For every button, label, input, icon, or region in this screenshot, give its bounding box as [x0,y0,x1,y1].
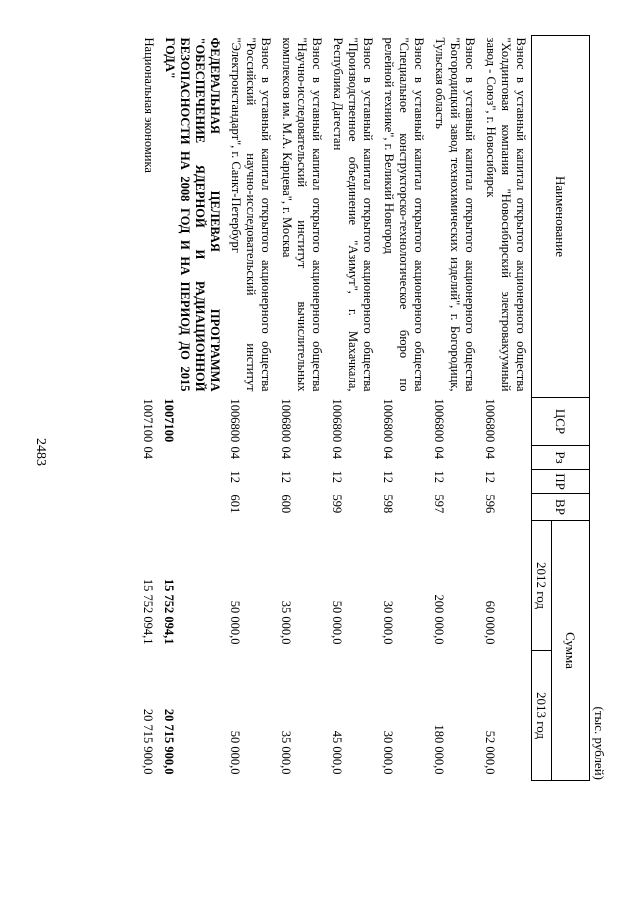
table-row [480,36,532,781]
table-row [276,36,327,781]
cell-name: Взнос в уставный капитал открытого акционерного общества "Производственное объединение "Азимут", г. Махачкала, Республика Дагестан [331,37,375,392]
cell-pr: 12 [432,470,446,483]
cell-name: Взнос в уставный капитал открытого акционерного общества "Научно-исследовательский институт вычислительных комплексов им. М.А. Карцева", г. Москва [280,37,324,392]
cell-name: Национальная экономика [142,37,156,173]
cell-vr: 599 [330,494,344,514]
cell-csr: 1006800 [381,398,395,443]
cell-csr: 1006800 [279,398,293,443]
cell-2013: 180 000,0 [432,724,446,775]
cell-2012: 60 000,0 [483,600,497,645]
cell-vr: 597 [432,494,446,514]
cell-2012: 15 752 094,1 [162,578,176,645]
cell-rz: 04 [381,446,395,459]
cell-rz: 04 [483,446,497,459]
cell-name: Взнос в уставный капитал открытого акционерного общества "Холдинговая компания "Новосибирский электровакуумный завод - Союз", г. Новосибирск [484,37,528,392]
cell-rz [159,446,225,470]
table-row [429,36,480,781]
header-name: Наименование [532,36,590,398]
cell-pr: 12 [228,470,242,483]
cell-pr: 12 [381,470,395,483]
cell-2013: 20 715 900,0 [141,708,155,775]
cell-csr: 1007100 [141,398,155,443]
page-number: 2483 [33,438,48,466]
cell-vr [138,494,159,521]
cell-pr [159,470,225,494]
cell-pr [138,470,159,494]
header-vr: ВР [532,494,590,521]
cell-name: Взнос в уставный капитал открытого акционерного общества "Специальное конструкторско-технологическое бюро по релейной технике", г. Великий Новгород [382,37,426,392]
header-sum: Сумма [552,521,590,781]
cell-vr [159,494,225,521]
cell-name: ФЕДЕРАЛЬНАЯ ЦЕЛЕВАЯ ПРОГРАММА "ОБЕСПЕЧЕНИЕ ЯДЕРНОЙ И РАДИАЦИОННОЙ БЕЗОПАСНОСТИ НА 2008 ГОД И НА ПЕРИОД ДО 2015 ГОДА" [163,37,222,392]
table-body [138,36,532,781]
header-csr: ЦСР [532,398,590,446]
cell-2013: 35 000,0 [279,730,293,775]
header-year-2013: 2013 год [532,651,552,781]
cell-rz: 04 [432,446,446,459]
cell-pr: 12 [279,470,293,483]
cell-2013: 52 000,0 [483,730,497,775]
budget-table [138,35,590,781]
unit-note: (тыс. рублей) [592,706,607,780]
cell-rz: 04 [228,446,242,459]
cell-2012: 15 752 094,1 [141,578,155,645]
cell-rz: 04 [330,446,344,459]
table-row [327,36,378,781]
table-row [138,36,159,781]
cell-csr: 1006800 [432,398,446,443]
cell-csr: 1006800 [483,398,497,443]
cell-pr: 12 [330,470,344,483]
cell-vr: 600 [279,494,293,514]
cell-name: Взнос в уставный капитал открытого акционерного общества "Российский научно-исследовательский институт "Электронстандарт", г. Санкт-Петербург [229,37,273,392]
table-header [532,36,590,781]
header-year-2012: 2012 год [532,521,552,651]
table-row [378,36,429,781]
cell-csr: 1007100 [162,398,176,443]
cell-2012: 30 000,0 [381,600,395,645]
cell-2013: 45 000,0 [330,730,344,775]
cell-csr: 1006800 [330,398,344,443]
header-pr: ПР [532,470,590,494]
table-row [225,36,276,781]
cell-2013: 30 000,0 [381,730,395,775]
cell-2013: 20 715 900,0 [162,708,176,775]
rotated-table-block [117,35,607,780]
cell-2012: 35 000,0 [279,600,293,645]
cell-2012: 200 000,0 [432,594,446,645]
cell-pr: 12 [483,470,497,483]
cell-2012: 50 000,0 [330,600,344,645]
table-row [159,36,225,781]
cell-vr: 596 [483,494,497,514]
cell-rz: 04 [279,446,293,459]
cell-2013: 50 000,0 [228,730,242,775]
cell-csr: 1006800 [228,398,242,443]
cell-rz: 04 [141,446,155,459]
header-rz: Рз [532,446,590,470]
cell-2012: 50 000,0 [228,600,242,645]
cell-vr: 601 [228,494,242,514]
cell-name: Взнос в уставный капитал открытого акционерного общества "Богородицкий завод технохимических изделий", г. Богородицк, Тульская область [433,37,477,392]
cell-vr: 598 [381,494,395,514]
